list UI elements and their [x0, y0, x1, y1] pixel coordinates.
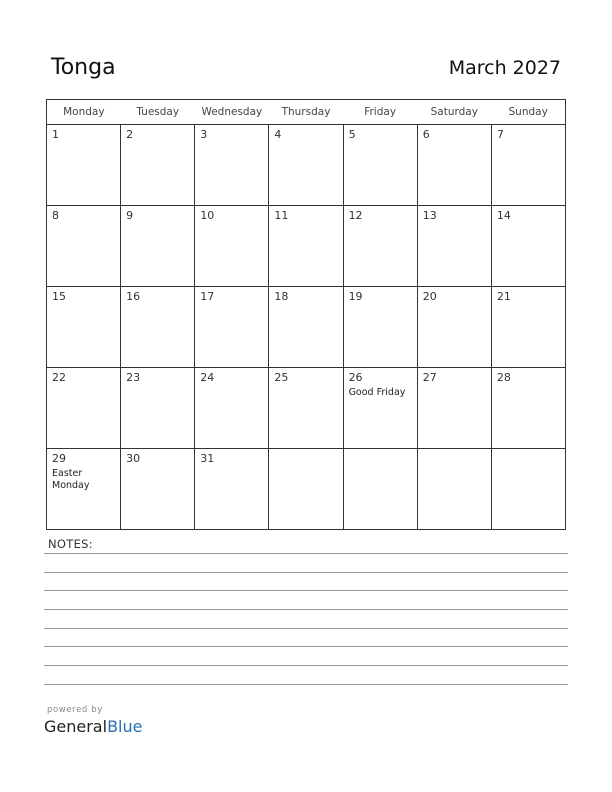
weekday-header: Saturday — [417, 100, 491, 125]
day-number: 6 — [422, 128, 430, 141]
day-cell — [343, 449, 417, 530]
day-number: 10 — [200, 209, 215, 222]
day-cell — [343, 368, 417, 449]
day-number: 9 — [126, 209, 134, 222]
logo-blue-text: Blue — [107, 717, 143, 736]
weekday-header: Thursday — [269, 100, 343, 125]
week-row — [47, 206, 566, 287]
note-line — [44, 628, 568, 629]
notes-label: NOTES: — [48, 537, 93, 551]
holiday-label: Easter Monday — [52, 468, 90, 491]
note-line — [44, 684, 568, 685]
weekday-header: Sunday — [491, 100, 565, 125]
day-cell — [269, 449, 343, 530]
day-cell — [417, 206, 491, 287]
day-number: 27 — [422, 371, 437, 384]
calendar-country-title: Tonga — [51, 55, 116, 80]
note-line — [44, 553, 568, 554]
day-number: 21 — [496, 290, 511, 303]
day-cell — [491, 287, 565, 368]
note-line — [44, 590, 568, 591]
day-number: 4 — [274, 128, 282, 141]
day-number: 5 — [348, 128, 356, 141]
day-number: 12 — [348, 209, 363, 222]
day-number: 23 — [126, 371, 141, 384]
day-number: 14 — [496, 209, 511, 222]
day-number: 20 — [422, 290, 437, 303]
day-number: 7 — [496, 128, 504, 141]
calendar-grid — [46, 99, 566, 530]
logo-general-text: General — [44, 717, 108, 736]
weekday-header-row — [47, 100, 566, 125]
week-row — [47, 125, 566, 206]
day-cell — [417, 368, 491, 449]
day-number: 28 — [496, 371, 511, 384]
day-cell — [121, 287, 195, 368]
note-line — [44, 665, 568, 666]
note-line — [44, 572, 568, 573]
day-cell — [195, 125, 269, 206]
day-cell — [417, 125, 491, 206]
note-line — [44, 609, 568, 610]
powered-by-text: powered by — [47, 705, 103, 715]
day-cell — [417, 449, 491, 530]
day-number: 31 — [200, 452, 215, 465]
day-number: 16 — [126, 290, 141, 303]
day-number: 11 — [274, 209, 289, 222]
day-cell — [491, 206, 565, 287]
generalblue-logo — [44, 717, 142, 736]
day-cell — [269, 125, 343, 206]
day-cell — [195, 368, 269, 449]
day-cell — [417, 287, 491, 368]
week-row — [47, 368, 566, 449]
week-row — [47, 449, 566, 530]
day-cell — [269, 368, 343, 449]
weekday-header: Wednesday — [195, 100, 269, 125]
day-cell — [195, 287, 269, 368]
day-number: 22 — [52, 371, 66, 384]
weekday-header: Tuesday — [121, 100, 195, 125]
day-cell — [343, 206, 417, 287]
day-number: 1 — [52, 128, 59, 141]
day-cell — [195, 449, 269, 530]
day-number: 17 — [200, 290, 215, 303]
day-cell — [47, 287, 121, 368]
day-cell — [47, 206, 121, 287]
day-cell — [47, 368, 121, 449]
day-cell — [491, 125, 565, 206]
day-number: 8 — [52, 209, 59, 222]
day-number: 2 — [126, 128, 134, 141]
day-cell — [491, 449, 565, 530]
day-cell — [269, 287, 343, 368]
weekday-header: Friday — [343, 100, 417, 125]
day-cell — [121, 449, 195, 530]
day-number: 18 — [274, 290, 289, 303]
day-number: 15 — [52, 290, 66, 303]
day-number: 3 — [200, 128, 208, 141]
day-number: 25 — [274, 371, 289, 384]
day-cell — [195, 206, 269, 287]
day-cell — [47, 125, 121, 206]
day-number: 24 — [200, 371, 215, 384]
day-number: 13 — [422, 209, 437, 222]
day-number: 30 — [126, 452, 141, 465]
day-cell — [121, 125, 195, 206]
holiday-label: Good Friday — [348, 387, 406, 398]
day-cell — [47, 449, 121, 530]
day-number: 26 — [348, 371, 363, 384]
day-cell — [343, 287, 417, 368]
day-number: 19 — [348, 290, 363, 303]
weekday-header: Monday — [47, 100, 121, 125]
day-cell — [269, 206, 343, 287]
day-cell — [343, 125, 417, 206]
week-row — [47, 287, 566, 368]
day-number: 29 — [52, 452, 66, 465]
day-cell — [121, 206, 195, 287]
day-cell — [491, 368, 565, 449]
note-line — [44, 646, 568, 647]
calendar-month-title: March 2027 — [448, 57, 561, 79]
day-cell — [121, 368, 195, 449]
